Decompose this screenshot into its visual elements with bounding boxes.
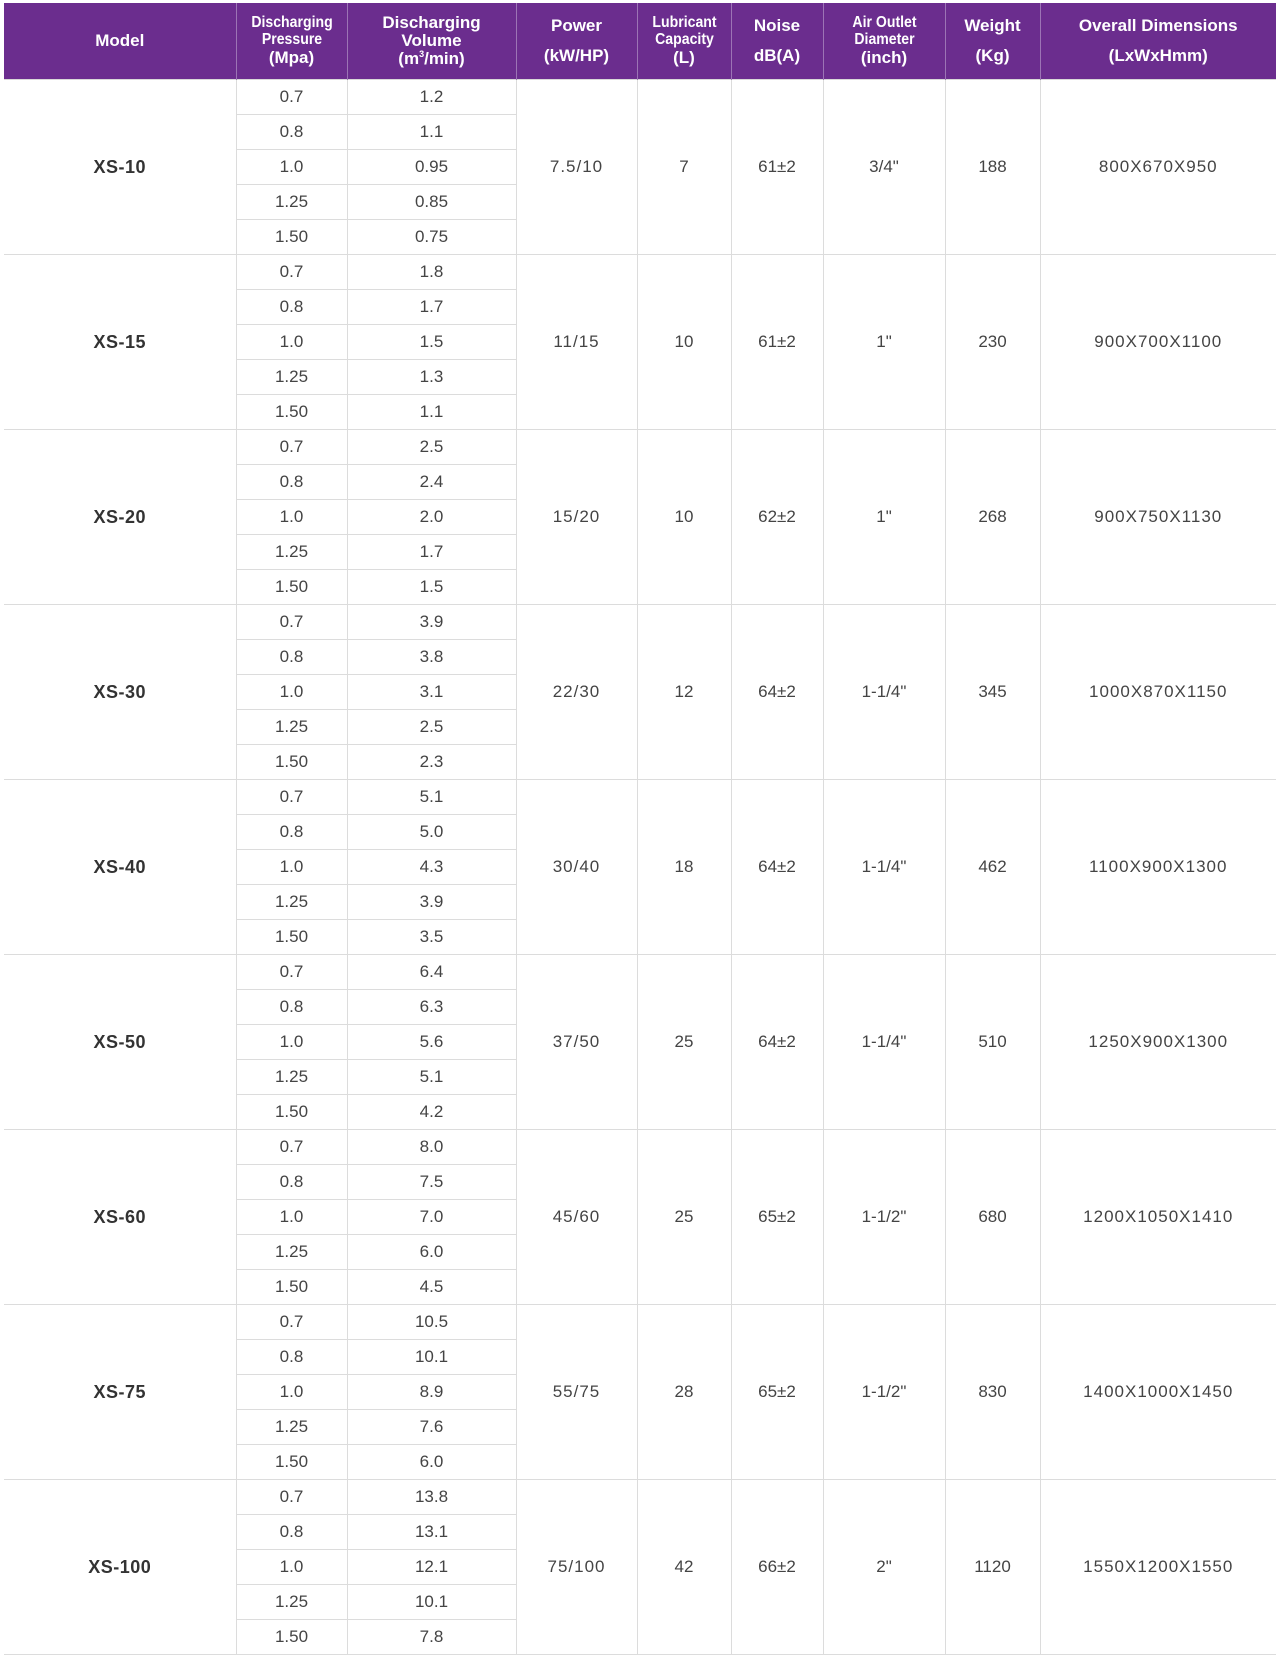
pressure-cell: 1.0 (236, 1025, 347, 1060)
volume-cell: 3.5 (347, 920, 516, 955)
pressure-cell: 0.8 (236, 1515, 347, 1550)
lubricant-cell: 25 (637, 1130, 731, 1305)
header-air-outlet: Air Outlet Diameter (inch) (823, 3, 945, 80)
volume-cell: 5.1 (347, 780, 516, 815)
pressure-cell: 0.7 (236, 80, 347, 115)
volume-cell: 5.0 (347, 815, 516, 850)
dimensions-cell: 1550X1200X1550 (1040, 1480, 1276, 1655)
volume-cell: 2.5 (347, 710, 516, 745)
volume-cell: 7.6 (347, 1410, 516, 1445)
pressure-cell: 1.50 (236, 220, 347, 255)
pressure-cell: 1.0 (236, 500, 347, 535)
volume-cell: 1.7 (347, 290, 516, 325)
pressure-cell: 0.8 (236, 640, 347, 675)
volume-cell: 0.85 (347, 185, 516, 220)
volume-cell: 2.3 (347, 745, 516, 780)
weight-cell: 230 (945, 255, 1040, 430)
noise-cell: 64±2 (731, 780, 823, 955)
volume-cell: 1.3 (347, 360, 516, 395)
model-cell: XS-30 (4, 605, 236, 780)
lubricant-cell: 25 (637, 955, 731, 1130)
power-cell: 7.5/10 (516, 80, 637, 255)
pressure-cell: 1.50 (236, 1270, 347, 1305)
pressure-cell: 0.7 (236, 1130, 347, 1165)
header-row (4, 3, 1276, 80)
header-model: Model (4, 3, 236, 80)
pressure-cell: 0.8 (236, 290, 347, 325)
pressure-cell: 1.50 (236, 745, 347, 780)
volume-cell: 2.5 (347, 430, 516, 465)
pressure-cell: 0.7 (236, 1305, 347, 1340)
volume-cell: 4.3 (347, 850, 516, 885)
volume-cell: 8.0 (347, 1130, 516, 1165)
pressure-cell: 1.0 (236, 1550, 347, 1585)
pressure-cell: 1.25 (236, 1585, 347, 1620)
header-lubricant: Lubricant Capacity (L) (637, 3, 731, 80)
pressure-cell: 1.0 (236, 150, 347, 185)
air-outlet-cell: 1-1/4" (823, 605, 945, 780)
air-outlet-cell: 1-1/2" (823, 1130, 945, 1305)
air-outlet-cell: 1" (823, 430, 945, 605)
pressure-cell: 1.0 (236, 1200, 347, 1235)
volume-cell: 12.1 (347, 1550, 516, 1585)
pressure-cell: 0.7 (236, 1480, 347, 1515)
volume-cell: 10.1 (347, 1340, 516, 1375)
table-row (4, 605, 1276, 640)
lubricant-cell: 7 (637, 80, 731, 255)
model-cell: XS-75 (4, 1305, 236, 1480)
model-cell: XS-60 (4, 1130, 236, 1305)
pressure-cell: 0.8 (236, 1340, 347, 1375)
dimensions-cell: 900X700X1100 (1040, 255, 1276, 430)
volume-cell: 2.4 (347, 465, 516, 500)
volume-cell: 3.8 (347, 640, 516, 675)
weight-cell: 1120 (945, 1480, 1040, 1655)
power-cell: 45/60 (516, 1130, 637, 1305)
table-row (4, 80, 1276, 115)
noise-cell: 65±2 (731, 1130, 823, 1305)
volume-cell: 13.8 (347, 1480, 516, 1515)
weight-cell: 830 (945, 1305, 1040, 1480)
pressure-cell: 1.25 (236, 1060, 347, 1095)
power-cell: 75/100 (516, 1480, 637, 1655)
pressure-cell: 0.7 (236, 780, 347, 815)
weight-cell: 680 (945, 1130, 1040, 1305)
volume-cell: 5.6 (347, 1025, 516, 1060)
table-row (4, 780, 1276, 815)
pressure-cell: 0.8 (236, 990, 347, 1025)
air-outlet-cell: 1-1/4" (823, 955, 945, 1130)
weight-cell: 462 (945, 780, 1040, 955)
pressure-cell: 1.0 (236, 675, 347, 710)
lubricant-cell: 10 (637, 255, 731, 430)
pressure-cell: 1.50 (236, 1620, 347, 1655)
volume-cell: 2.0 (347, 500, 516, 535)
model-cell: XS-20 (4, 430, 236, 605)
volume-cell: 6.4 (347, 955, 516, 990)
air-outlet-cell: 2" (823, 1480, 945, 1655)
air-outlet-cell: 3/4" (823, 80, 945, 255)
table-header (4, 3, 1276, 80)
lubricant-cell: 28 (637, 1305, 731, 1480)
pressure-cell: 1.50 (236, 920, 347, 955)
power-cell: 22/30 (516, 605, 637, 780)
weight-cell: 345 (945, 605, 1040, 780)
model-cell: XS-10 (4, 80, 236, 255)
lubricant-cell: 42 (637, 1480, 731, 1655)
noise-cell: 61±2 (731, 255, 823, 430)
pressure-cell: 0.7 (236, 430, 347, 465)
dimensions-cell: 800X670X950 (1040, 80, 1276, 255)
header-weight: Weight (Kg) (945, 3, 1040, 80)
volume-cell: 10.5 (347, 1305, 516, 1340)
weight-cell: 188 (945, 80, 1040, 255)
air-outlet-cell: 1" (823, 255, 945, 430)
lubricant-cell: 10 (637, 430, 731, 605)
volume-cell: 7.8 (347, 1620, 516, 1655)
volume-cell: 7.0 (347, 1200, 516, 1235)
pressure-cell: 1.25 (236, 185, 347, 220)
noise-cell: 64±2 (731, 955, 823, 1130)
noise-cell: 66±2 (731, 1480, 823, 1655)
volume-cell: 10.1 (347, 1585, 516, 1620)
volume-cell: 1.2 (347, 80, 516, 115)
model-cell: XS-50 (4, 955, 236, 1130)
table-row (4, 430, 1276, 465)
table-row (4, 955, 1276, 990)
pressure-cell: 1.25 (236, 1410, 347, 1445)
table-row (4, 1305, 1276, 1340)
table-row (4, 1130, 1276, 1165)
header-pressure: Discharging Pressure (Mpa) (236, 3, 347, 80)
pressure-cell: 1.50 (236, 395, 347, 430)
volume-cell: 6.0 (347, 1235, 516, 1270)
power-cell: 55/75 (516, 1305, 637, 1480)
pressure-cell: 1.25 (236, 885, 347, 920)
weight-cell: 510 (945, 955, 1040, 1130)
pressure-cell: 1.25 (236, 535, 347, 570)
volume-cell: 4.5 (347, 1270, 516, 1305)
pressure-cell: 0.8 (236, 465, 347, 500)
power-cell: 30/40 (516, 780, 637, 955)
lubricant-cell: 12 (637, 605, 731, 780)
volume-cell: 6.0 (347, 1445, 516, 1480)
pressure-cell: 1.50 (236, 1445, 347, 1480)
pressure-cell: 1.25 (236, 360, 347, 395)
volume-cell: 1.7 (347, 535, 516, 570)
model-cell: XS-40 (4, 780, 236, 955)
air-outlet-cell: 1-1/4" (823, 780, 945, 955)
volume-cell: 3.1 (347, 675, 516, 710)
pressure-cell: 0.7 (236, 255, 347, 290)
volume-cell: 3.9 (347, 885, 516, 920)
weight-cell: 268 (945, 430, 1040, 605)
volume-cell: 13.1 (347, 1515, 516, 1550)
pressure-cell: 1.25 (236, 1235, 347, 1270)
volume-cell: 7.5 (347, 1165, 516, 1200)
pressure-cell: 0.8 (236, 815, 347, 850)
power-cell: 11/15 (516, 255, 637, 430)
pressure-cell: 0.8 (236, 115, 347, 150)
volume-cell: 6.3 (347, 990, 516, 1025)
volume-cell: 1.1 (347, 115, 516, 150)
noise-cell: 65±2 (731, 1305, 823, 1480)
table-body (4, 80, 1276, 1655)
pressure-cell: 0.8 (236, 1165, 347, 1200)
power-cell: 15/20 (516, 430, 637, 605)
volume-cell: 4.2 (347, 1095, 516, 1130)
header-noise: Noise dB(A) (731, 3, 823, 80)
volume-cell: 0.75 (347, 220, 516, 255)
volume-cell: 1.5 (347, 570, 516, 605)
pressure-cell: 1.0 (236, 325, 347, 360)
noise-cell: 62±2 (731, 430, 823, 605)
volume-cell: 8.9 (347, 1375, 516, 1410)
dimensions-cell: 1100X900X1300 (1040, 780, 1276, 955)
volume-cell: 1.1 (347, 395, 516, 430)
dimensions-cell: 1200X1050X1410 (1040, 1130, 1276, 1305)
volume-cell: 1.5 (347, 325, 516, 360)
pressure-cell: 0.7 (236, 605, 347, 640)
pressure-cell: 1.25 (236, 710, 347, 745)
table-row (4, 255, 1276, 290)
dimensions-cell: 1000X870X1150 (1040, 605, 1276, 780)
dimensions-cell: 1250X900X1300 (1040, 955, 1276, 1130)
air-outlet-cell: 1-1/2" (823, 1305, 945, 1480)
pressure-cell: 0.7 (236, 955, 347, 990)
table-row (4, 1480, 1276, 1515)
dimensions-cell: 900X750X1130 (1040, 430, 1276, 605)
volume-cell: 5.1 (347, 1060, 516, 1095)
volume-cell: 0.95 (347, 150, 516, 185)
noise-cell: 61±2 (731, 80, 823, 255)
volume-cell: 1.8 (347, 255, 516, 290)
dimensions-cell: 1400X1000X1450 (1040, 1305, 1276, 1480)
pressure-cell: 1.50 (236, 1095, 347, 1130)
header-volume: Discharging Volume $(m^3/\min)$ (347, 3, 516, 80)
power-cell: 37/50 (516, 955, 637, 1130)
header-dimensions: Overall Dimensions (LxWxHmm) (1040, 3, 1276, 80)
pressure-cell: 1.0 (236, 850, 347, 885)
spec-table (4, 3, 1276, 1655)
pressure-cell: 1.50 (236, 570, 347, 605)
model-cell: XS-100 (4, 1480, 236, 1655)
volume-cell: 3.9 (347, 605, 516, 640)
header-power: Power (kW/HP) (516, 3, 637, 80)
model-cell: XS-15 (4, 255, 236, 430)
lubricant-cell: 18 (637, 780, 731, 955)
noise-cell: 64±2 (731, 605, 823, 780)
pressure-cell: 1.0 (236, 1375, 347, 1410)
